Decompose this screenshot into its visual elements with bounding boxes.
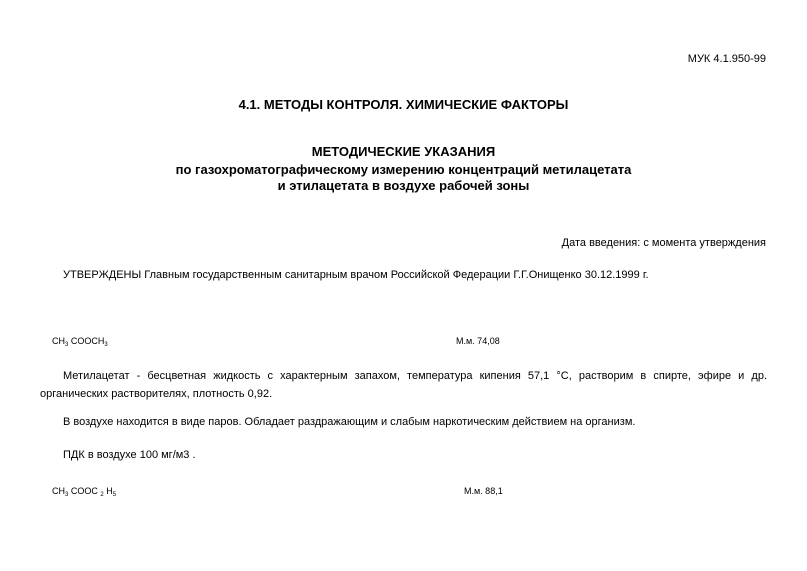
formula-subscript: 3 bbox=[65, 342, 69, 348]
formula-part: H bbox=[103, 486, 113, 496]
formula-subscript: 3 bbox=[104, 342, 108, 348]
formula-part: CH bbox=[52, 486, 65, 496]
approval-statement: УТВЕРЖДЕНЫ Главным государственным санитарным врачом Российской Федерации Г.Г.Онищенко 30.12.1999 г. bbox=[63, 269, 649, 281]
formula-part: COOCH bbox=[68, 336, 105, 346]
document-subtitle-line2: и этилацетата в воздухе рабочей зоны bbox=[277, 178, 530, 193]
ethyl-acetate-formula bbox=[52, 486, 116, 498]
formula-subscript: 2 bbox=[100, 492, 104, 498]
document-title: МЕТОДИЧЕСКИЕ УКАЗАНИЯ bbox=[311, 144, 496, 159]
formula-subscript: 5 bbox=[112, 492, 117, 498]
methyl-acetate-pdk: ПДК в воздухе 100 мг/м3 . bbox=[63, 449, 196, 461]
document-subtitle-line1: по газохроматографическому измерению концентраций метилацетата bbox=[175, 162, 632, 177]
document-code: МУК 4.1.950-99 bbox=[687, 53, 766, 65]
ethyl-acetate-molar-mass: М.м. 88,1 bbox=[464, 486, 503, 496]
formula-subscript: 3 bbox=[65, 492, 69, 498]
methyl-acetate-formula bbox=[52, 336, 108, 348]
formula-part: CH bbox=[52, 336, 65, 346]
introduction-date: Дата введения: с момента утверждения bbox=[561, 237, 766, 249]
section-heading: 4.1. МЕТОДЫ КОНТРОЛЯ. ХИМИЧЕСКИЕ ФАКТОРЫ bbox=[238, 97, 569, 112]
formula-part: COOC bbox=[68, 486, 101, 496]
methyl-acetate-description: Метилацетат - бесцветная жидкость с характерным запахом, температура кипения 57,1 °С, растворим в спирте, эфире и др. органических растворителях, плотность 0,92. bbox=[40, 370, 767, 400]
methyl-acetate-molar-mass: М.м. 74,08 bbox=[456, 336, 500, 346]
methyl-acetate-state: В воздухе находится в виде паров. Обладает раздражающим и слабым наркотическим действием на организм. bbox=[63, 416, 636, 428]
